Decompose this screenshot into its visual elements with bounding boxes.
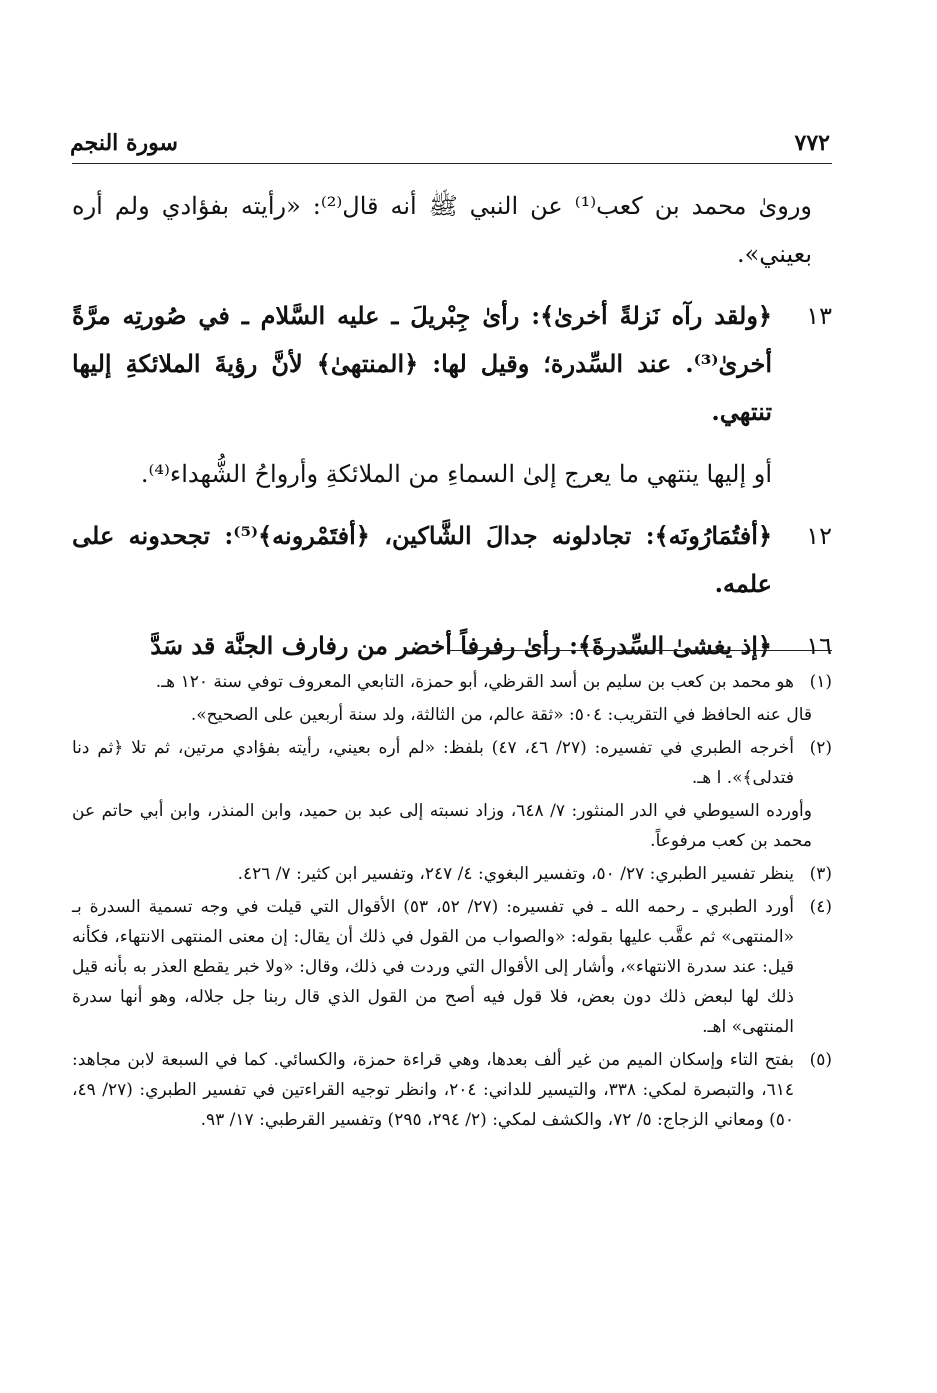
verse-number: ١٦ bbox=[806, 632, 832, 660]
footnote-text: بفتح التاء وإسكان الميم من غير ألف بعدها، وهي قراءة حمزة، والكسائي. كما في السبعة لابن مجاهد: ٦١٤، والتبصرة لمكي: ٣٣٨، والتيسير للداني: ٢٠٤، وانظر توجيه القراءتين في تفسير الطبري: (٢٧/ ٤٩، ٥٠) ومعاني الزجاج: ٥/ ٧٢، والكشف لمكي: (٢/ ٢٩٤، ٢٩٥) وتفسير القرطبي: ١٧/ ٩٣. bbox=[72, 1050, 794, 1130]
footnote-number: (٤) bbox=[809, 897, 832, 917]
footnote-number: (٢) bbox=[809, 738, 832, 758]
footnote bbox=[72, 859, 832, 889]
footnote-continuation bbox=[72, 796, 832, 856]
verse-number: ١٢ bbox=[806, 522, 832, 550]
footnotes bbox=[72, 667, 832, 1138]
header-divider bbox=[72, 163, 832, 164]
footnote bbox=[72, 733, 832, 793]
footnote bbox=[72, 892, 832, 1042]
footnote-text: وأورده السيوطي في الدر المنثور: ٧/ ٦٤٨، وزاد نسبته إلى عبد بن حميد، وابن المنذر، وابن أبي حاتم عن محمد بن كعب مرفوعاً. bbox=[72, 801, 812, 851]
footnote-number: (١) bbox=[809, 672, 832, 692]
footnote bbox=[72, 1045, 832, 1135]
paragraph-continuation bbox=[72, 450, 832, 498]
page-header bbox=[70, 130, 830, 170]
page-number: ٧٧٢ bbox=[794, 130, 830, 156]
paragraph-intro bbox=[72, 182, 832, 278]
paragraph-text: أو إليها ينتهي ما يعرج إلىٰ السماءِ من الملائكةِ وأرواحُ الشُّهداء⁽⁴⁾. bbox=[140, 460, 772, 488]
footnote-text: هو محمد بن كعب بن سليم بن أسد القرظي، أبو حمزة، التابعي المعروف توفي سنة ١٢٠ هـ. bbox=[155, 672, 794, 692]
footnote-text: ينظر تفسير الطبري: ٢٧/ ٥٠، وتفسير البغوي: ٤/ ٢٤٧، وتفسير ابن كثير: ٧/ ٤٢٦. bbox=[237, 864, 794, 884]
paragraph-text: ﴿أفتُمَارُونَه﴾: تجادلونه جدالَ الشَّاكين، ﴿أفتَمْرونه﴾⁽⁵⁾: تجحدونه على علمه. bbox=[72, 521, 773, 598]
footnote-continuation bbox=[72, 700, 832, 730]
paragraph-text: ﴿إذ يغشىٰ السِّدرةَ﴾: رأىٰ رفرفاً أخضر من رفارف الجنَّة قد سَدَّ bbox=[150, 631, 772, 660]
verse-paragraph bbox=[72, 622, 832, 670]
surah-title: سورة النجم bbox=[70, 130, 178, 156]
verse-paragraph bbox=[72, 512, 832, 608]
paragraph-text: ﴿ولقد رآه نَزلةً أخرىٰ﴾: رأىٰ جِبْريلَ ـ عليه السَّلام ـ في صُورتِه مرَّةً أخرىٰ⁽³⁾. عند السِّدرة؛ وقيل لها: ﴿المنتهىٰ﴾ لأنَّ رؤيةَ الملائكةِ إليها تنتهي. bbox=[72, 301, 772, 426]
verse-paragraph bbox=[72, 292, 832, 436]
footnote-divider bbox=[450, 650, 832, 651]
footnote-number: (٥) bbox=[809, 1050, 832, 1070]
footnote bbox=[72, 667, 832, 697]
footnote-text: قال عنه الحافظ في التقريب: ٥٠٤: «ثقة عالم، من الثالثة، ولد سنة أربعين على الصحيح». bbox=[190, 705, 812, 725]
footnote-number: (٣) bbox=[809, 864, 832, 884]
footnote-text: أورد الطبري ـ رحمه الله ـ في تفسيره: (٢٧/ ٥٢، ٥٣) الأقوال التي قيلت في وجه تسمية السدرة بـ «المنتهى» ثم عقَّب عليها بقوله: «والصواب من القول في ذلك أن يقال: إن معنى المنتهى الانتهاء، فكأنه قيل: عند سدرة الانتهاء»، وأشار إلى الأقوال التي وردت في ذلك، وقال: «ولا خبر يقطع العذر به بأنه قيل ذلك لها لبعض ذلك دون بعض، فلا قول فيه أصح من القول الذي قال ربنا جل جلاله، وهو أنها سدرة المنتهى» اهـ. bbox=[72, 897, 795, 1037]
paragraph-text: ورویٰ محمد بن كعب⁽¹⁾ عن النبي ﷺ أنه قال⁽²⁾: «رأيته بفؤادي ولم أره بعيني». bbox=[72, 192, 812, 268]
verse-number: ١٣ bbox=[806, 302, 832, 330]
footnote-text: أخرجه الطبري في تفسيره: (٢٧/ ٤٦، ٤٧) بلفظ: «لم أره بعيني، رأيته بفؤادي مرتين، ثم تلا ﴿ثم دنا فتدلى﴾». ا هـ. bbox=[72, 738, 794, 788]
main-text bbox=[72, 182, 832, 684]
